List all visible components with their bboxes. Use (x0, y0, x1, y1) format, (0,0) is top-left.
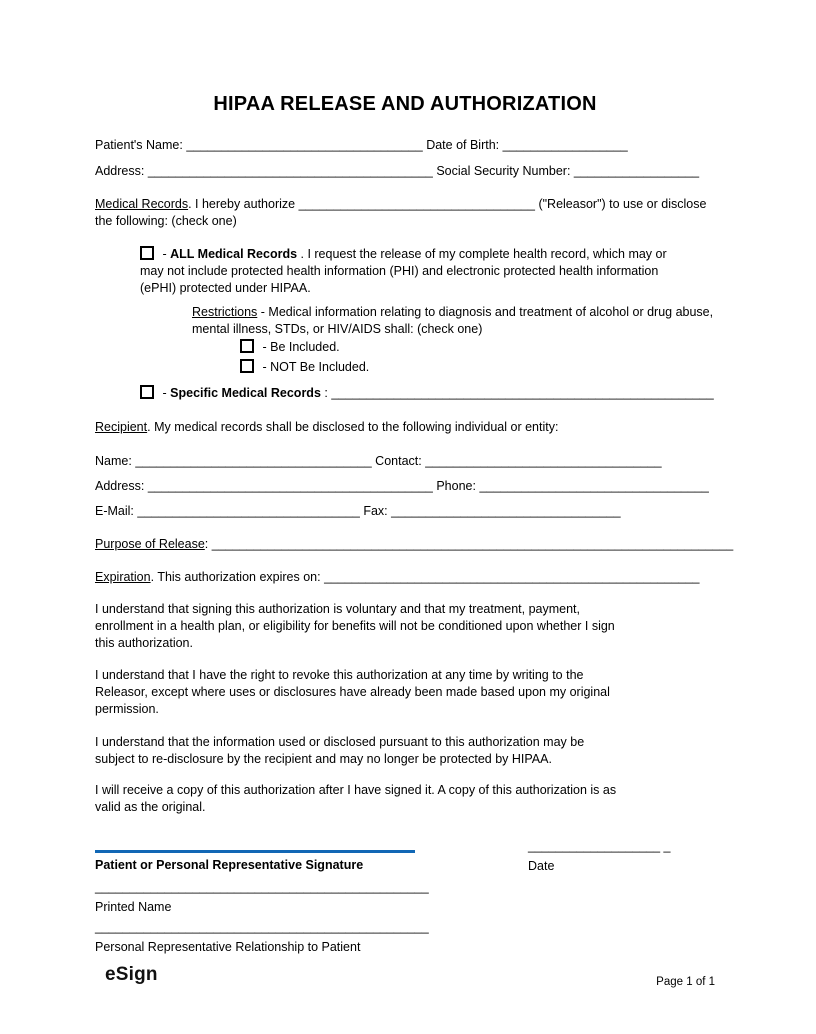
medical-records-tail: ("Releasor") to use or disclose the following: (check one) (95, 197, 707, 228)
paragraph-line: permission. (95, 702, 159, 716)
specific-records-colon: : (320, 386, 328, 400)
paragraph-line: I will receive a copy of this authorization after I have signed it. A copy of this authorization is as (95, 783, 617, 797)
date-field[interactable]: ___________________ _ (528, 839, 671, 853)
recipient-phone-field[interactable]: _________________________________ (479, 479, 709, 493)
restrictions-heading: Restrictions (192, 305, 258, 319)
be-included-checkbox[interactable] (240, 339, 254, 353)
paragraph-line: Releasor, except where uses or disclosures have already been made based upon my original (95, 685, 610, 699)
specific-medical-records-checkbox[interactable] (140, 385, 154, 399)
medical-records-heading: Medical Records (95, 197, 189, 211)
not-be-included-checkbox[interactable] (240, 359, 254, 373)
patient-info-row (95, 137, 628, 154)
recipient-contact-field[interactable]: __________________________________ (425, 454, 662, 468)
address-label: Address: (95, 164, 145, 178)
paragraph-line: this authorization. (95, 636, 193, 650)
recipient-address-field[interactable]: _________________________________________ (147, 479, 433, 493)
recipient-name-label: Name: (95, 454, 132, 468)
recipient-address-label: Address: (95, 479, 145, 493)
recipient-address-row (95, 478, 709, 495)
paragraph-line: I understand that signing this authorization is voluntary and that my treatment, payment, (95, 602, 580, 616)
purpose-heading: Purpose of Release (95, 537, 205, 551)
signature-line[interactable] (95, 850, 415, 853)
restriction-option-included (240, 339, 340, 356)
purpose-row (95, 536, 733, 553)
specific-records-bold-label: Specific Medical Records (170, 386, 321, 400)
recipient-contact-label: Contact: (375, 454, 422, 468)
paragraph-line: I understand that the information used or disclosed pursuant to this authorization may be (95, 735, 585, 749)
consent-paragraph-copy (95, 782, 715, 816)
consent-paragraph-voluntary (95, 601, 715, 652)
restriction-option-not-included (240, 359, 369, 376)
date-label: Date (528, 859, 555, 873)
address-field[interactable]: _________________________________________ (147, 164, 433, 178)
purpose-colon: : (204, 537, 209, 551)
all-records-bold-label: ALL Medical Records (170, 247, 298, 261)
restrictions-text: - Medical information relating to diagnosis and treatment of alcohol or drug abuse, mental illness, STDs, or HIV/AIDS shall: (check one) (192, 305, 714, 336)
expiration-field[interactable]: ______________________________________________________ (324, 570, 700, 584)
printed-name-label: Printed Name (95, 900, 172, 914)
specific-medical-records-row (140, 385, 714, 402)
signature-label: Patient or Personal Representative Signature (95, 858, 364, 872)
document-content (95, 0, 734, 1034)
recipient-email-field[interactable]: ________________________________ (137, 504, 360, 518)
consent-paragraph-revoke (95, 667, 715, 718)
recipient-name-row (95, 453, 662, 470)
ssn-field[interactable]: __________________ (573, 164, 700, 178)
paragraph-line: enrollment in a health plan, or eligibility for benefits will not be conditioned upon whether I sign (95, 619, 615, 633)
releasor-field[interactable]: __________________________________ (298, 197, 535, 211)
expiration-heading: Expiration (95, 570, 151, 584)
all-medical-records-checkbox[interactable] (140, 246, 154, 260)
relationship-label: Personal Representative Relationship to Patient (95, 940, 361, 954)
recipient-name-field[interactable]: __________________________________ (135, 454, 372, 468)
recipient-fax-field[interactable]: _________________________________ (391, 504, 621, 518)
all-records-dash: - (162, 247, 167, 261)
medical-records-paragraph (95, 196, 715, 230)
purpose-field[interactable]: ___________________________________________________________________________ (211, 537, 734, 551)
ssn-label: Social Security Number: (436, 164, 571, 178)
dob-field[interactable]: __________________ (502, 138, 628, 152)
all-medical-records-section (140, 246, 688, 297)
dob-label: Date of Birth: (426, 138, 500, 152)
paragraph-line: subject to re-disclosure by the recipient and may no longer be protected by HIPAA. (95, 752, 552, 766)
relationship-field[interactable]: ________________________________________________ (95, 920, 429, 934)
not-be-included-label: - NOT Be Included. (262, 360, 370, 374)
expiration-row (95, 569, 700, 586)
paragraph-line: valid as the original. (95, 800, 206, 814)
page-title: HIPAA RELEASE AND AUTHORIZATION (213, 93, 597, 115)
printed-name-field[interactable]: ________________________________________________ (95, 880, 429, 894)
address-info-row (95, 163, 699, 180)
recipient-phone-label: Phone: (436, 479, 476, 493)
recipient-text: . My medical records shall be disclosed to the following individual or entity: (147, 420, 559, 434)
patient-name-label: Patient's Name: (95, 138, 183, 152)
restrictions-section (192, 304, 720, 338)
recipient-heading-row (95, 419, 558, 436)
recipient-email-label: E-Mail: (95, 504, 134, 518)
esign-logo: eSign (105, 964, 158, 985)
patient-name-field[interactable]: __________________________________ (186, 138, 423, 152)
recipient-heading: Recipient (95, 420, 148, 434)
expiration-text: . This authorization expires on: (150, 570, 321, 584)
page-number: Page 1 of 1 (656, 976, 715, 988)
all-records-text: . I request the release of my complete health record, which may or may not include protected health information (PHI) and electronic protected health information (ePHI) protected under HIPAA. (140, 247, 667, 295)
specific-records-dash: - (162, 386, 167, 400)
recipient-fax-label: Fax: (363, 504, 388, 518)
be-included-label: - Be Included. (262, 340, 340, 354)
paragraph-line: I understand that I have the right to revoke this authorization at any time by writing to the (95, 668, 584, 682)
recipient-email-row (95, 503, 621, 520)
consent-paragraph-redisclosure (95, 734, 715, 768)
medical-records-lead: . I hereby authorize (188, 197, 296, 211)
specific-records-field[interactable]: _______________________________________________________ (331, 386, 714, 400)
